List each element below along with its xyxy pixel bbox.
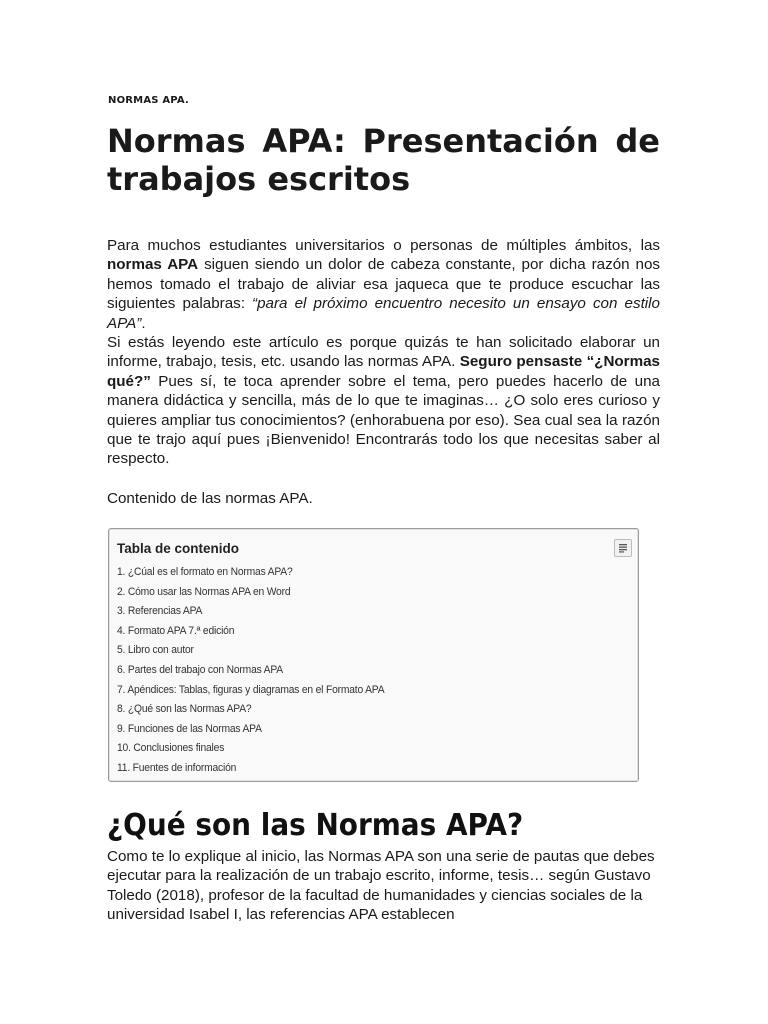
- toc-item[interactable]: 3. Referencias APA: [117, 605, 203, 618]
- intro-p1-bold: normas APA: [107, 256, 199, 274]
- toc-item[interactable]: 6. Partes del trabajo con Normas APA: [117, 663, 283, 676]
- table-of-contents: [108, 528, 639, 782]
- toc-item[interactable]: 10. Conclusiones finales: [117, 742, 225, 755]
- toc-list: [117, 563, 408, 779]
- list-toggle-icon[interactable]: [614, 539, 632, 557]
- document-title: [107, 122, 660, 198]
- list-icon-graphic: [618, 543, 628, 553]
- section-heading: ¿Qué son las Normas APA?: [107, 808, 524, 843]
- intro-p2-text-b: Pues sí, te toca aprender sobre el tema, pero puedes hacerlo de una manera didáctica y sencilla, más de lo que te imaginas… ¿O solo eres curioso y quieres ampliar tus conocimientos? (enhorabuena por eso). Sea cual sea la razón que te trajo aquí pues ¡Bienvenido! Encontrarás todo los que necesitas saber al respecto.: [107, 372, 660, 468]
- intro-p2-bold: Seguro pensaste “¿Normas qué?”: [107, 353, 660, 390]
- document-title-line-2: trabajos escritos: [107, 160, 411, 198]
- toc-item[interactable]: 7. Apéndices: Tablas, figuras y diagramas en el Formato APA: [117, 683, 385, 696]
- intro-p1-text-b: siguen siendo un dolor de cabeza constante, por dicha razón nos hemos tomado el trabajo de aliviar esa jaqueca que te produce escuchar las siguientes palabras:: [107, 256, 660, 313]
- section-body-text: Como te lo explique al inicio, las Normas APA son una serie de pautas que debes ejecutar para la realización de un trabajo escrito, informe, tesis… según Gustavo Toledo (2018), profesor de la facultad de humanidades y ciencias sociales de la universidad Isabel I, las referencias APA establecen: [107, 848, 655, 924]
- document-title-line-1: Normas APA: Presentación de: [107, 122, 660, 160]
- contenido-label: Contenido de las normas APA.: [107, 490, 313, 507]
- intro-p1-end: .: [141, 314, 146, 332]
- intro-p2-text-a: Si estás leyendo este artículo es porque quizás te han solicitado elaborar un informe, trabajo, tesis, etc. usando las normas APA.: [107, 334, 660, 371]
- toc-item[interactable]: 2. Cómo usar las Normas APA en Word: [117, 585, 291, 598]
- toc-item[interactable]: 5. Libro con autor: [117, 644, 194, 657]
- toc-item[interactable]: 11. Fuentes de información: [117, 761, 237, 774]
- toc-title: Tabla de contenido: [117, 541, 240, 556]
- intro-text: [107, 236, 660, 469]
- toc-item[interactable]: 8. ¿Qué son las Normas APA?: [117, 703, 252, 716]
- toc-item[interactable]: 1. ¿Cúal es el formato en Normas APA?: [117, 566, 293, 578]
- toc-item[interactable]: 4. Formato APA 7.ª edición: [117, 624, 235, 637]
- toc-item[interactable]: 9. Funciones de las Normas APA: [117, 722, 262, 735]
- intro-p1-quote: “para el próximo encuentro necesito un ensayo con estilo APA”: [107, 295, 660, 332]
- document-header-label: NORMAS APA.: [108, 95, 190, 106]
- intro-p1-text-a: Para muchos estudiantes universitarios o personas de múltiples ámbitos, las: [107, 237, 660, 254]
